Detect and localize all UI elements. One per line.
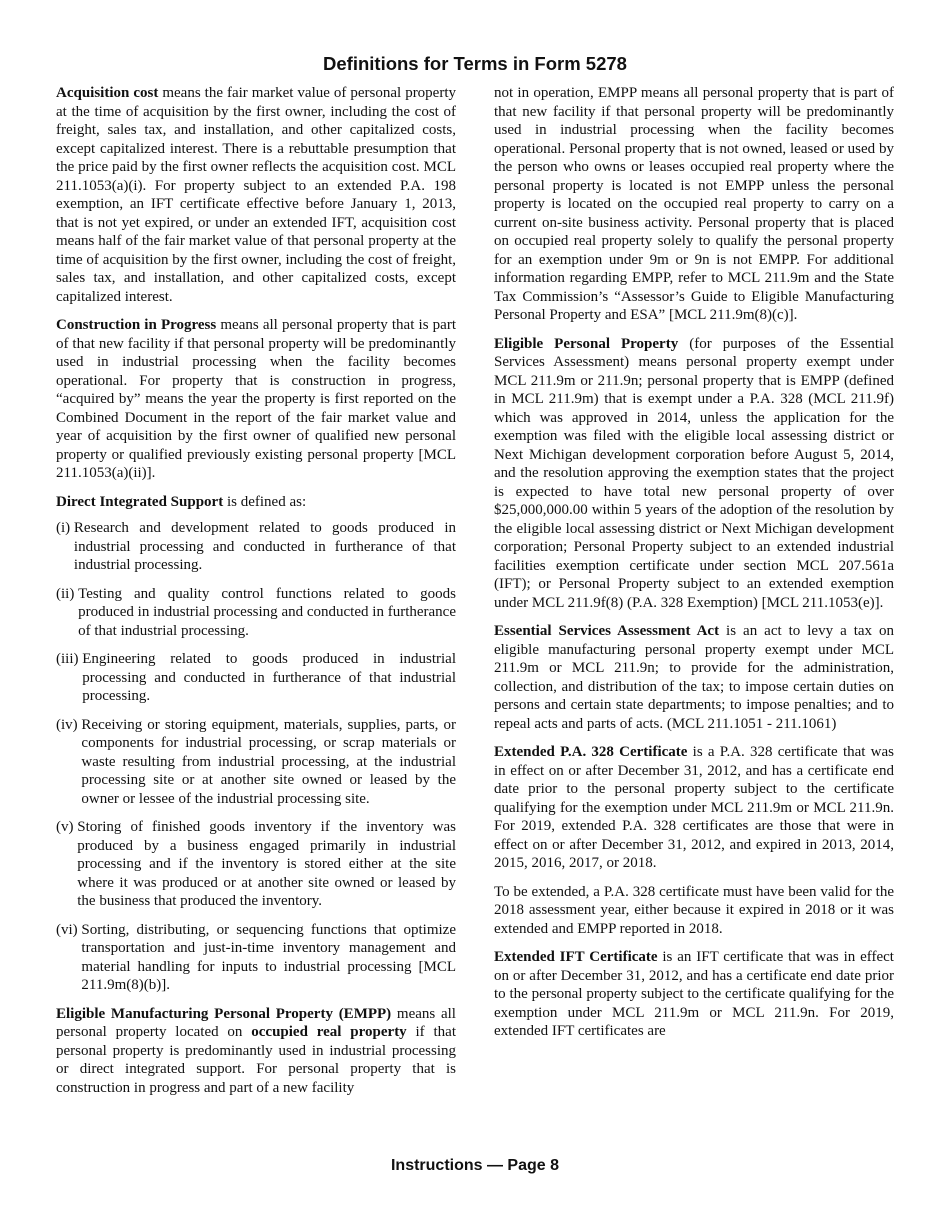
list-item-text: Research and development related to goods produced in industrial processing and conducted in furtherance of that industrial processing. bbox=[73, 520, 456, 573]
right-column bbox=[494, 84, 894, 1051]
list-item bbox=[56, 921, 456, 995]
term-direct-integrated-support: Direct Integrated Support bbox=[56, 493, 224, 510]
list-item-text: Testing and quality control functions related to goods produced in industrial processing and conducted in furtherance of that industrial processing. bbox=[78, 585, 456, 639]
list-item bbox=[56, 818, 456, 911]
definition-empp-continued: not in operation, EMPP means all personal property that is part of that new facility if that personal property will be predominantly used in industrial processing when the facility becomes operational. Personal property that is not owned, leased or used by the person who owns or leases occupied real property where the personal property is located is not EMPP unless the personal property is located on the occupied real property to carry on a current on-site business activity. Personal property that is placed on occupied real property solely to qualify the personal property for an exemption under 9m or 9n is not EMPP. For additional information regarding EMPP, refer to MCL 211.9m and the State Tax Commission’s “Assessor’s Guide to Eligible Manufacturing Personal Property and ESA” [MCL 211.9m(8)(c)]. bbox=[494, 85, 894, 323]
term-extended-pa328: Extended P.A. 328 Certificate bbox=[494, 744, 688, 760]
definition-esa-act bbox=[494, 622, 894, 733]
list-item-text: Receiving or storing equipment, materials, supplies, parts, or components for industrial processing, or scrap materials or waste resulting from industrial processing, at the industrial processing site or at another site owned or leased by the owner or lessee of the industrial processing site. bbox=[81, 716, 456, 807]
term-construction-in-progress: Construction in Progress bbox=[56, 317, 217, 333]
list-item-number: (iii) bbox=[56, 651, 83, 667]
definition-text: is an IFT certificate that was in effect on or after December 31, 2012, and has a certificate end date prior to the personal property subject to the certificate qualifying for the exemption under MCL 211.9m or MCL 211.9n. For 2019, extended IFT certificates are bbox=[494, 949, 894, 1039]
extended-pa328-note: To be extended, a P.A. 328 certificate must have been valid for the 2018 assessment year, either because it expired in 2018 or it was extended and EMPP reported in 2018. bbox=[494, 883, 894, 937]
definition-text: if that personal property is predominantly used in industrial processing or direct integrated support. For personal property that is construction in progress and part of a new facility bbox=[56, 1024, 456, 1096]
term-extended-ift: Extended IFT Certificate bbox=[494, 949, 658, 965]
definition-text: means the fair market value of personal property at the time of acquisition by the first owner, including the cost of freight, sales tax, and installation, and other capitalized costs, except capitalized interest. There is a rebuttable presumption that the price paid by the first owner reflects the acquisition cost. MCL 211.1053(a)(i). For property subject to an extended P.A. 198 exemption, an IFT certificate effective before January 1, 2013, that is not yet expired, or under an extended IFT, acquisition cost means half of the fair market value of that personal property at the time of acquisition by the first owner, including the cost of freight, sales tax, and installation, and other capitalized costs, except capitalized interest. bbox=[56, 85, 457, 305]
definition-eligible-personal-property bbox=[494, 335, 894, 613]
definition-text: is an act to levy a tax on eligible manufacturing personal property exempt under MCL 211.9m or MCL 211.9n; to provide for the administration, collection, and distribution of the tax; to impose certain duties on persons and certain state departments; to impose penalties; and to repeal acts and parts of acts. (MCL 211.1051 - 211.1061) bbox=[494, 623, 894, 732]
definition-direct-integrated-support bbox=[56, 493, 456, 512]
list-item-number: (vi) bbox=[56, 921, 82, 938]
list-item bbox=[56, 519, 456, 575]
list-item bbox=[56, 650, 456, 706]
page-title: Definitions for Terms in Form 5278 bbox=[323, 53, 627, 74]
definition-acquisition-cost bbox=[56, 84, 456, 306]
list-item-text: Sorting, distributing, or sequencing functions that optimize transportation and just-in-time inventory management and material handling for inputs to industrial processing [MCL 211.9m(8)(b)]. bbox=[81, 921, 456, 993]
definition-text: means all personal property that is part of that new facility if that personal property will be predominantly used in industrial processing when the facility becomes operational. For property that is construction in progress, “acquired by” means the year the property is first reported on the Combined Document in the report of the fair market value and year of acquisition by the first owner of qualified new personal property or qualified previously existing personal property [MCL 211.1053(a)(ii)]. bbox=[56, 317, 456, 481]
list-item-number: (iv) bbox=[56, 716, 82, 733]
list-item-number: (ii) bbox=[56, 585, 79, 602]
definition-text: means all personal property located on bbox=[56, 1005, 456, 1040]
list-item-number: (v) bbox=[56, 819, 78, 835]
list-item bbox=[56, 716, 456, 809]
list-item bbox=[56, 585, 456, 641]
term-esa-act: Essential Services Assessment Act bbox=[494, 623, 720, 639]
list-item-text: Storing of finished goods inventory if the inventory was produced by a business engaged primarily in industrial processing and if the inventory is stored either at the site where it was produced or at another site owned or leased by the business that produced the inventory. bbox=[77, 819, 456, 909]
definition-construction-in-progress bbox=[56, 316, 456, 483]
definition-extended-ift bbox=[494, 948, 894, 1041]
definition-empp bbox=[56, 1005, 456, 1098]
left-column bbox=[56, 84, 456, 1107]
term-eligible-personal-property: Eligible Personal Property bbox=[494, 335, 679, 352]
list-item-text: Engineering related to goods produced in industrial processing and conducted in furtherance of that industrial processing. bbox=[82, 651, 456, 704]
definition-text: is a P.A. 328 certificate that was in effect on or after December 31, 2012, and has a certificate end date prior to the personal property subject to the certificate qualifying for the exemption under MCL 211.9m or MCL 211.9n. For 2019, extended P.A. 328 certificates are those that were in effect on or after December 31, 2012, and expired in 2013, 2014, 2015, 2016, 2017, or 2018. bbox=[494, 744, 894, 871]
page-footer: Instructions — Page 8 bbox=[390, 1157, 560, 1174]
list-item-number: (i) bbox=[56, 520, 74, 536]
term-occupied-real-property: occupied real property bbox=[251, 1024, 407, 1040]
definition-extended-pa328 bbox=[494, 743, 894, 873]
term-acquisition-cost: Acquisition cost bbox=[56, 85, 159, 101]
term-empp: Eligible Manufacturing Personal Property (EMPP) bbox=[56, 1005, 392, 1022]
definition-text: (for purposes of the Essential Services Assessment) means personal property exempt under MCL 211.9m or 211.9n; personal property that is EMPP (defined in MCL 211.9m) that is exempt under a P.A. 328 (MCL 211.9f) which was approved in 2014, unless the application for the exemption was filed with the eligible local assessing district or Next Michigan development corporation before August 5, 2014, and the resolution approving the exemption states that the project is expected to have total new personal property of over $25,000,000.00 within 5 years of the adoption of the resolution by the eligible local assessing district or Next Michigan development corporation; Personal Property subject to an extended industrial facilities exemption certificate under section MCL 207.561a (IFT); or Personal Property subject to an extended exemption under MCL 211.9f(8) (P.A. 328 Exemption) [MCL 211.1053(e)]. bbox=[494, 335, 894, 611]
definition-text: is defined as: bbox=[223, 493, 307, 510]
